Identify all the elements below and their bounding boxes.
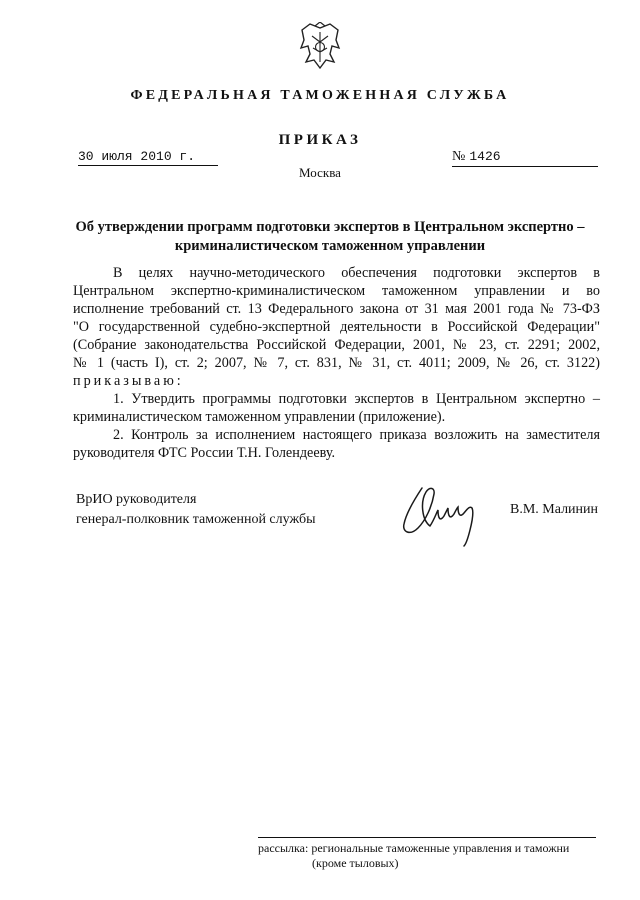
body-line: № 1 (часть I), ст. 2; 2007, № 7, ст. 831, № 31, ст. 4011; 2009, № 26, ст. 3122) (73, 355, 600, 371)
signer-name: В.М. Малинин (510, 502, 599, 517)
body-line: В целях научно-методического обеспечения подготовки экспертов в (113, 265, 600, 281)
order-word: приказываю: (73, 373, 184, 389)
body-line: "О государственной судебно-экспертной деятельности в Российской Федерации" (73, 319, 600, 335)
agency-name: ФЕДЕРАЛЬНАЯ ТАМОЖЕННАЯ СЛУЖБА (130, 88, 510, 103)
body-line: (Собрание законодательства Российской Федерации, 2001, № 23, ст. 2291; 2002, (73, 337, 600, 353)
number-sign: № (452, 149, 466, 164)
subject-line: Об утверждении программ подготовки экспертов в Центральном экспертно – (75, 219, 585, 235)
order-body (73, 264, 600, 462)
order-subject (60, 218, 600, 256)
signer-position-line: генерал-полковник таможенной службы (76, 512, 316, 527)
handwritten-signature (392, 480, 484, 550)
distribution-line: (кроме тыловых) (312, 856, 399, 870)
distribution-divider (258, 837, 596, 838)
document-type: ПРИКАЗ (278, 132, 362, 148)
subject-line: криминалистическом таможенном управлении (174, 238, 486, 254)
order-date: 30 июля 2010 г. (78, 149, 218, 166)
body-line: 1. Утвердить программы подготовки экспертов в Центральном экспертно – (113, 391, 600, 407)
number-value: 1426 (469, 149, 501, 164)
body-line: криминалистическом таможенном управлении (приложение). (73, 409, 446, 425)
coat-of-arms-icon (298, 22, 342, 72)
distribution-line: рассылка: региональные таможенные управления и таможни (258, 841, 570, 855)
distribution-list (258, 841, 598, 871)
body-line: исполнение требований ст. 13 Федерального закона от 31 мая 2001 года № 73-ФЗ (73, 301, 600, 317)
signer-position (76, 490, 315, 530)
body-line: руководителя ФТС России Т.Н. Голендееву. (73, 445, 336, 461)
signer-position-line: ВрИО руководителя (76, 492, 197, 507)
city: Москва (299, 165, 341, 180)
body-line: 2. Контроль за исполнением настоящего приказа возложить на заместителя (113, 427, 600, 443)
body-line: Центральном экспертно-криминалистическом таможенном управлении и во (73, 283, 600, 299)
